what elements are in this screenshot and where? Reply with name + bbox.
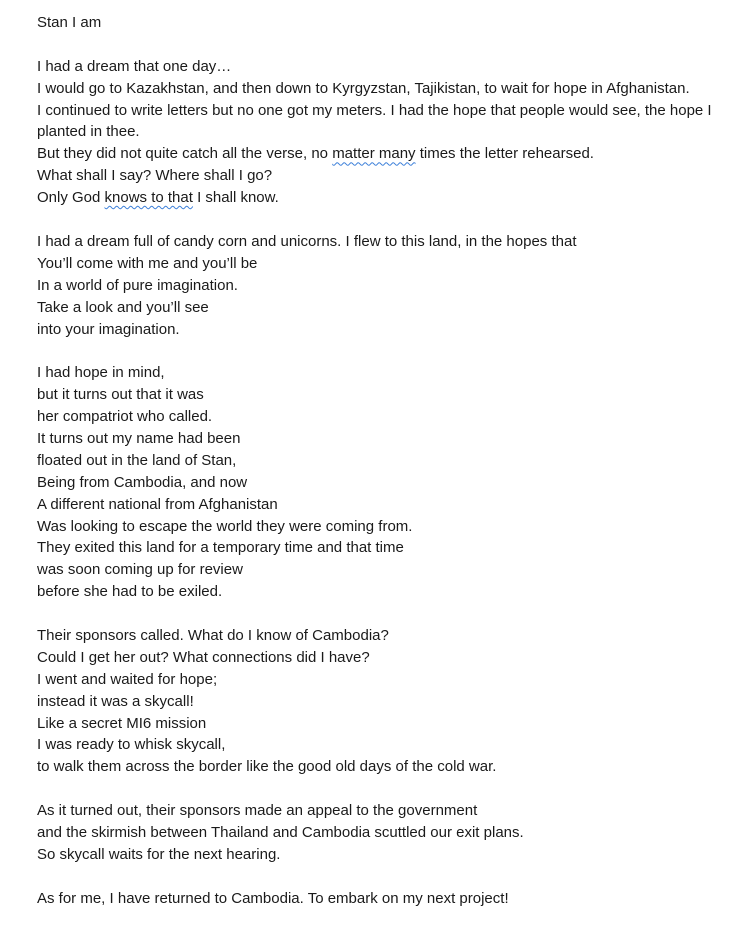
stanza-2 (37, 231, 717, 340)
text-line: I had hope in mind, (37, 364, 165, 382)
text-line: They exited this land for a temporary time and that time (37, 539, 404, 557)
text-line: In a world of pure imagination. (37, 276, 238, 294)
text-line: I was ready to whisk skycall, (37, 736, 226, 754)
document-body[interactable] (37, 12, 717, 910)
text-line: before she had to be exiled. (37, 583, 223, 601)
text-line: As it turned out, their sponsors made an appeal to the government (37, 802, 478, 820)
text-line: instead it was a skycall! (37, 692, 194, 710)
stanza-6 (37, 888, 717, 910)
text-line (37, 143, 717, 165)
text-run: Only God (37, 189, 105, 207)
text-line: but it turns out that it was (37, 386, 204, 404)
blank-line (37, 778, 717, 800)
text-line: I had a dream that one day… (37, 57, 232, 75)
text-run: times the letter rehearsed. (415, 145, 594, 163)
text-line: Their sponsors called. What do I know of Cambodia? (37, 626, 389, 644)
text-line: to walk them across the border like the good old days of the cold war. (37, 758, 497, 776)
text-line: was soon coming up for review (37, 561, 243, 579)
blank-line (37, 866, 717, 888)
text-line: I would go to Kazakhstan, and then down to Kyrgyzstan, Tajikistan, to wait for hope in Afghanistan. (37, 79, 690, 97)
text-line: Like a secret MI6 mission (37, 714, 207, 732)
stanza-5 (37, 800, 717, 866)
blank-line (37, 603, 717, 625)
text-line: Was looking to escape the world they were coming from. (37, 517, 413, 535)
text-line: As for me, I have returned to Cambodia. To embark on my next project! (37, 889, 509, 907)
text-line: Could I get her out? What connections did I have? (37, 648, 370, 666)
blank-line (37, 340, 717, 362)
text-run: I shall know. (192, 189, 279, 207)
text-line: I went and waited for hope; (37, 670, 218, 688)
text-line: into your imagination. (37, 320, 180, 338)
text-line (37, 187, 717, 209)
blank-line (37, 209, 717, 231)
text-line: and the skirmish between Thailand and Cambodia scuttled our exit plans. (37, 824, 524, 841)
document-title: Stan I am (37, 14, 102, 31)
text-line: It turns out my name had been (37, 429, 241, 447)
grammar-flag[interactable]: knows to that (104, 189, 193, 207)
text-line: floated out in the land of Stan, (37, 451, 237, 469)
text-line: What shall I say? Where shall I go? (37, 167, 273, 185)
text-line: A different national from Afghanistan (37, 495, 278, 513)
text-run: But they did not quite catch all the verse, no (37, 145, 333, 163)
text-line: I had a dream full of candy corn and unicorns. I flew to this land, in the hopes that (37, 232, 577, 250)
text-line: Take a look and you’ll see (37, 298, 209, 316)
blank-line (37, 34, 717, 56)
text-line: her compatriot who called. (37, 408, 213, 426)
text-line: Being from Cambodia, and now (37, 473, 248, 491)
stanza-1 (37, 56, 717, 209)
grammar-flag[interactable]: matter many (332, 145, 416, 163)
text-line: So skycall waits for the next hearing. (37, 845, 281, 863)
text-line: I continued to write letters but no one got my meters. I had the hope that people would see, the hope I planted in thee. (37, 101, 712, 141)
stanza-4 (37, 625, 717, 778)
stanza-3 (37, 362, 717, 603)
text-line: You’ll come with me and you’ll be (37, 254, 258, 272)
